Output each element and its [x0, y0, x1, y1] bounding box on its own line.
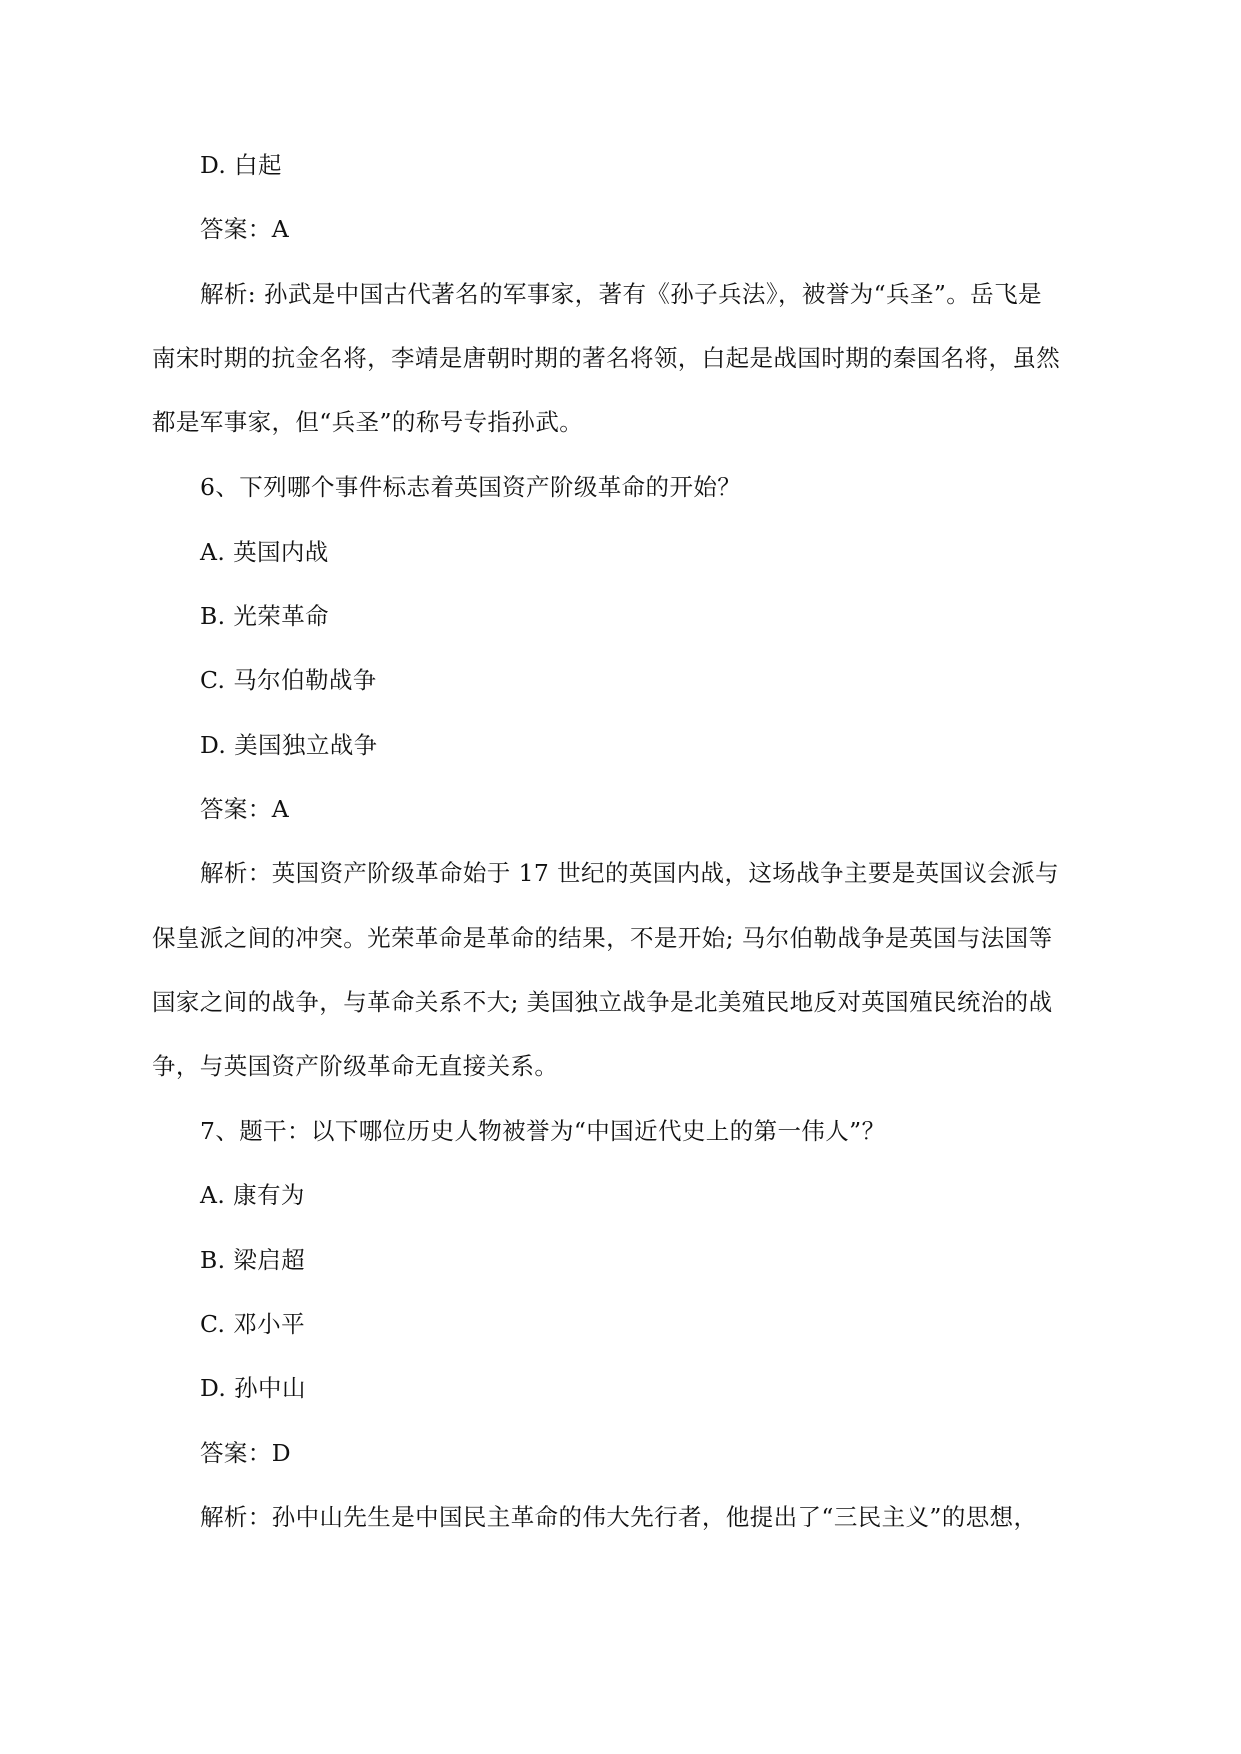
analysis-prev-line-2: 南宋时期的抗金名将，李靖是唐朝时期的著名将领，白起是战国时期的秦国名将，虽然 [152, 344, 1061, 372]
analysis-prev-line-3: 都是军事家，但“兵圣”的称号专指孙武。 [152, 408, 584, 436]
question-6-analysis-line-3: 国家之间的战争，与革命关系不大; 美国独立战争是北美殖民地反对英国殖民统治的战 [152, 988, 1053, 1016]
question-6-answer: 答案：A [200, 795, 290, 823]
answer-prev: 答案：A [200, 215, 290, 243]
question-6-analysis-line-2: 保皇派之间的冲突。光荣革命是革命的结果，不是开始; 马尔伯勒战争是英国与法国等 [152, 924, 1053, 952]
question-7-option-c: C. 邓小平 [200, 1310, 305, 1338]
question-6-analysis-line-1: 解析：英国资产阶级革命始于 17 世纪的英国内战，这场战争主要是英国议会派与 [200, 859, 1060, 887]
question-6-option-b: B. 光荣革命 [200, 602, 330, 630]
question-7-option-a: A. 康有为 [200, 1181, 305, 1209]
question-6-stem: 6、下列哪个事件标志着英国资产阶级革命的开始？ [200, 473, 742, 501]
question-6-option-c: C. 马尔伯勒战争 [200, 666, 377, 694]
question-6-option-d: D. 美国独立战争 [200, 731, 378, 759]
question-7-option-d: D. 孙中山 [200, 1374, 306, 1402]
question-7-answer: 答案：D [200, 1439, 291, 1467]
question-7-option-b: B. 梁启超 [200, 1246, 306, 1274]
question-6-analysis-line-4: 争，与英国资产阶级革命无直接关系。 [152, 1052, 559, 1080]
analysis-prev-line-1: 解析: 孙武是中国古代著名的军事家，著有《孙子兵法》，被誉为“兵圣”。岳飞是 [200, 280, 1042, 308]
question-7-analysis-line-1: 解析：孙中山先生是中国民主革命的伟大先行者，他提出了“三民主义”的思想， [200, 1503, 1038, 1531]
question-6-option-a: A. 英国内战 [200, 538, 329, 566]
question-7-stem: 7、题干：以下哪位历史人物被誉为“中国近代史上的第一伟人”？ [200, 1117, 886, 1145]
option-d-prev: D. 白起 [200, 151, 282, 179]
